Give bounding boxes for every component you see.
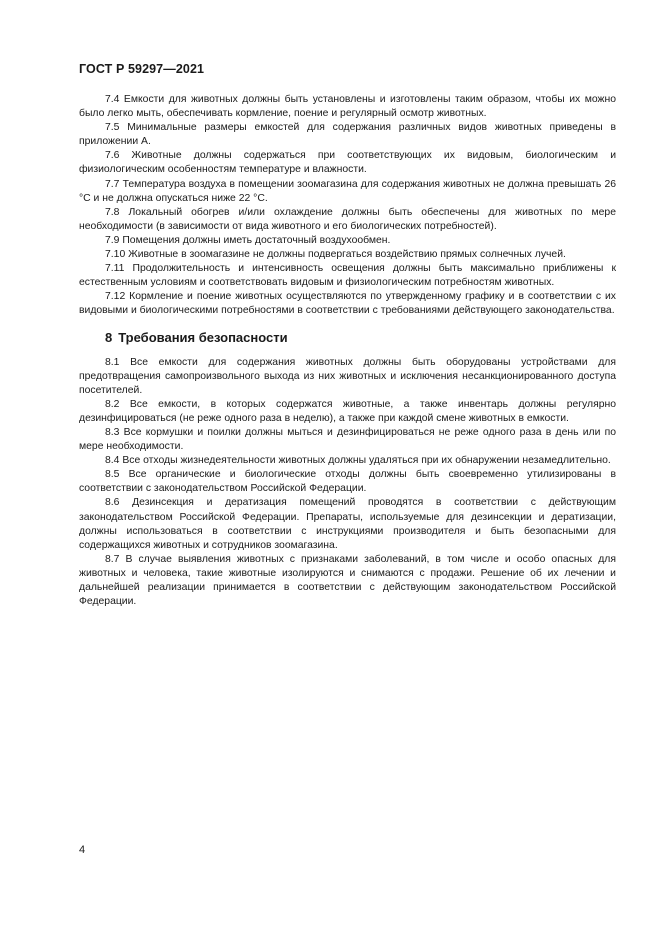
clause-7-8: 7.8 Локальный обогрев и/или охлаждение должны быть обеспечены для животных по мере необходимости (в зависимости от вида животного и его биологических потребностей). bbox=[79, 206, 616, 232]
clause-8-5: 8.5 Все органические и биологические отходы должны быть своевременно утилизированы в соответствии с законодательством Российской Федерации. bbox=[79, 469, 616, 495]
clause-8-3: 8.3 Все кормушки и поилки должны мыться и дезинфицироваться не реже одного раза в день или по мере необходимости. bbox=[79, 426, 616, 453]
clause-7-7: 7.7 Температура воздуха в помещении зоомагазина для содержания животных не должна превышать 26 °С и не должна опускаться ниже 22 °С. bbox=[79, 178, 616, 204]
clause-7-11: 7.11 Продолжительность и интенсивность освещения должны быть максимально приближены к естественным условиям и соответствовать видовым и физиологическим потребностям животных. bbox=[79, 263, 616, 289]
clause-7-9: 7.9 Помещения должны иметь достаточный воздухообмен. bbox=[105, 234, 391, 246]
clause-7-10: 7.10 Животные в зоомагазине не должны подвергаться воздействию прямых солнечных лучей. bbox=[105, 249, 566, 261]
clause-8-4: 8.4 Все отходы жизнедеятельности животных должны удаляться при их обнаружении незамедлительно. bbox=[105, 455, 611, 467]
section-number: 8 bbox=[105, 329, 113, 345]
section-title: Требования безопасности bbox=[118, 329, 288, 345]
clause-8-2: 8.2 Все емкости, в которых содержатся животные, а также инвентарь должны регулярно дезинфицироваться (не реже одного раза в неделю), а также при каждой смене животных в емкости. bbox=[79, 398, 616, 424]
clause-8-6: 8.6 Дезинсекция и дератизация помещений проводятся в соответствии с действующим законодательством Российской Федерации. Препараты, используемые для дезинсекции и дератизации, должны использоваться в соответствии с инструкциями производителя и быть безопасными для содержащихся животных и сотрудников зоомагазина. bbox=[79, 497, 616, 551]
page-number: 4 bbox=[79, 844, 86, 856]
clause-7-6: 7.6 Животные должны содержаться при соответствующих их видовым, биологическим и физиологическим особенностям температуре и влажности. bbox=[79, 150, 616, 176]
document-body bbox=[79, 93, 616, 609]
clause-7-4: 7.4 Емкости для животных должны быть установлены и изготовлены таким образом, чтобы их можно было легко мыть, обеспечивать кормление, поение и регулярный осмотр животных. bbox=[79, 94, 616, 120]
section-heading bbox=[79, 329, 616, 347]
document-header: ГОСТ Р 59297—2021 bbox=[79, 62, 205, 76]
clause-8-1: 8.1 Все емкости для содержания животных должны быть оборудованы устройствами для предотвращения самопроизвольного выхода из них животных и исключения несанкционированного доступа посетителей. bbox=[79, 356, 616, 396]
clause-7-12: 7.12 Кормление и поение животных осуществляются по утвержденному графику и в соответствии с их видовыми и биологическими потребностями в соответствии с требованиями действующего законодательства. bbox=[79, 291, 616, 317]
clause-8-7: 8.7 В случае выявления животных с признаками заболеваний, в том числе и особо опасных для животных и человека, такие животные изолируются и снимаются с продажи. Решение об их лечении и дальнейшей реализации принимается в соответствии с действующим законодательством Российской Федерации. bbox=[79, 553, 616, 608]
clause-7-5: 7.5 Минимальные размеры емкостей для содержания различных видов животных приведены в приложении А. bbox=[79, 122, 616, 148]
